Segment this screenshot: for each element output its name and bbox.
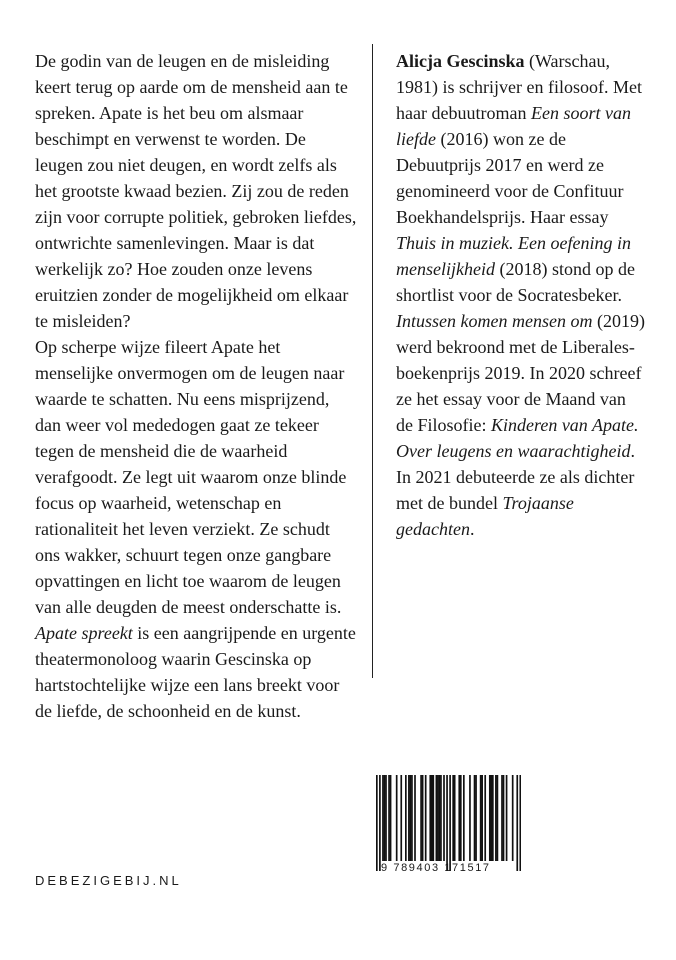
barcode-bar [410,775,412,861]
blurb-column [35,48,357,724]
barcode-bar [480,775,482,861]
barcode-bar [449,775,451,871]
barcode-bar [495,775,497,861]
bio-text-6: In 2021 debuteerde ze als dichter met de bundel [396,467,635,513]
barcode-bar [516,775,518,871]
bio-text-7: . [469,519,475,539]
barcode-bar [475,775,477,861]
barcode-graphic [376,775,521,875]
barcode-bar [439,775,441,861]
barcode-bar [446,775,448,871]
barcode-bar [422,775,424,861]
barcode-bar [458,775,460,861]
barcode-bar [497,775,499,861]
barcode-bar [474,775,476,861]
barcode-bar [492,775,494,861]
book-title-3: Intussen komen mensen om [396,311,593,331]
barcode-bar [490,775,492,861]
barcode-bar [437,775,439,861]
book-title-1: Een soort van liefde [396,103,631,149]
barcode-bar [376,775,378,871]
barcode-bar [519,775,521,871]
barcode-bar [512,775,514,861]
book-title-4: Kinderen van Apate. Over leugens en waarachtigheid [396,415,639,461]
isbn-barcode [376,775,521,875]
blurb-paragraph-2: Op scherpe wijze fileert Apate het menselijke onvermogen om de leugen naar waarde te schatten. Nu eens misprijzend, dan weer vol mededogen gaat ze tekeer tegen de mensheid die de waarheid verafgoodt. Ze legt uit waarom onze blinde focus op waarheid, wetenschap en rationaliteit het leven verziekt. Ze schudt ons wakker, schuurt tegen onze gangbare opvattingen en licht toe waarom de leugen van alle deugden de meest onderschatte is. [35,337,347,617]
publisher-website: DEBEZIGEBIJ.NL [35,873,182,888]
barcode-bar [429,775,431,861]
barcode-bar [388,775,390,861]
barcode-bar [431,775,433,861]
author-bio-column [396,48,646,542]
barcode-bar [379,775,381,871]
barcode-bar [425,775,427,861]
barcode-bar [400,775,402,861]
barcode-bar [463,775,465,861]
author-bio [396,48,646,464]
barcode-bar [489,775,491,861]
barcode-bar [454,775,456,861]
bio-text-3: (2018) stond op de shortlist voor de Socratesbeker. [396,259,635,305]
bio-text-5: . [630,441,635,461]
author-name: Alicja Gescinska [396,51,525,71]
barcode-bar [408,775,410,861]
barcode-bar [506,775,508,861]
barcode-bar [432,775,434,861]
barcode-bar [452,775,454,861]
column-divider [372,44,373,678]
barcode-bar [503,775,505,861]
barcode-bar [390,775,392,861]
barcode-bar [385,775,387,861]
barcode-bar [436,775,438,861]
barcode-bar [414,775,416,861]
barcode-bar [411,775,413,861]
barcode-bar [481,775,483,861]
book-title-5: Trojaanse gedachten [396,493,574,539]
bio-text-2: (2016) won ze de Debuutprijs 2017 en werd ze genomineerd voor de Confituur Boekhandelsprijs. Haar essay [396,129,624,227]
barcode-bar [382,775,384,861]
barcode-bar [484,775,486,861]
barcode-bar [460,775,462,861]
book-title-2: Thuis in muziek. Een oefening in menselijkheid [396,233,631,279]
barcode-bar [440,775,442,861]
bio-text-1: (Warschau, 1981) is schrijver en filosoof. Met haar debuutroman [396,51,642,123]
barcode-bar [384,775,386,861]
barcode-bar [420,775,422,861]
bio-text-4: (2019) werd bekroond met de Liberales-boekenprijs 2019. In 2020 schreef ze het essay voor de Maand van de Filosofie: [396,311,645,435]
barcode-bar [469,775,471,861]
author-bio-2 [396,464,646,542]
blurb-paragraph-3 [35,620,357,724]
blurb-paragraph-3-text: is een aangrijpende en urgente theatermonoloog waarin Gescinska op hartstochtelijke wijze een lans breekt voor de liefde, de schoonheid en de kunst. [35,623,356,721]
barcode-bar [396,775,398,861]
blurb-paragraph-1: De godin van de leugen en de misleiding keert terug op aarde om de mensheid aan te spreken. Apate is het beu om alsmaar beschimpt en verwenst te worden. De leugen zou niet deugen, en wordt zelfs als het grootste kwaad bezien. Zij zou de reden zijn voor corrupte politiek, gebroken liefdes, ontwrichte samenlevingen. Maar is dat werkelijk zo? Hoe zouden onze levens eruitzien zonder de mogelijkheid om elkaar te misleiden? [35,51,357,331]
isbn-digits: 9 789403 171517 [381,862,491,874]
barcode-bar [405,775,407,861]
book-title-apate-spreekt: Apate spreekt [35,623,133,643]
barcode-bar [443,775,445,861]
barcode-bar [501,775,503,861]
